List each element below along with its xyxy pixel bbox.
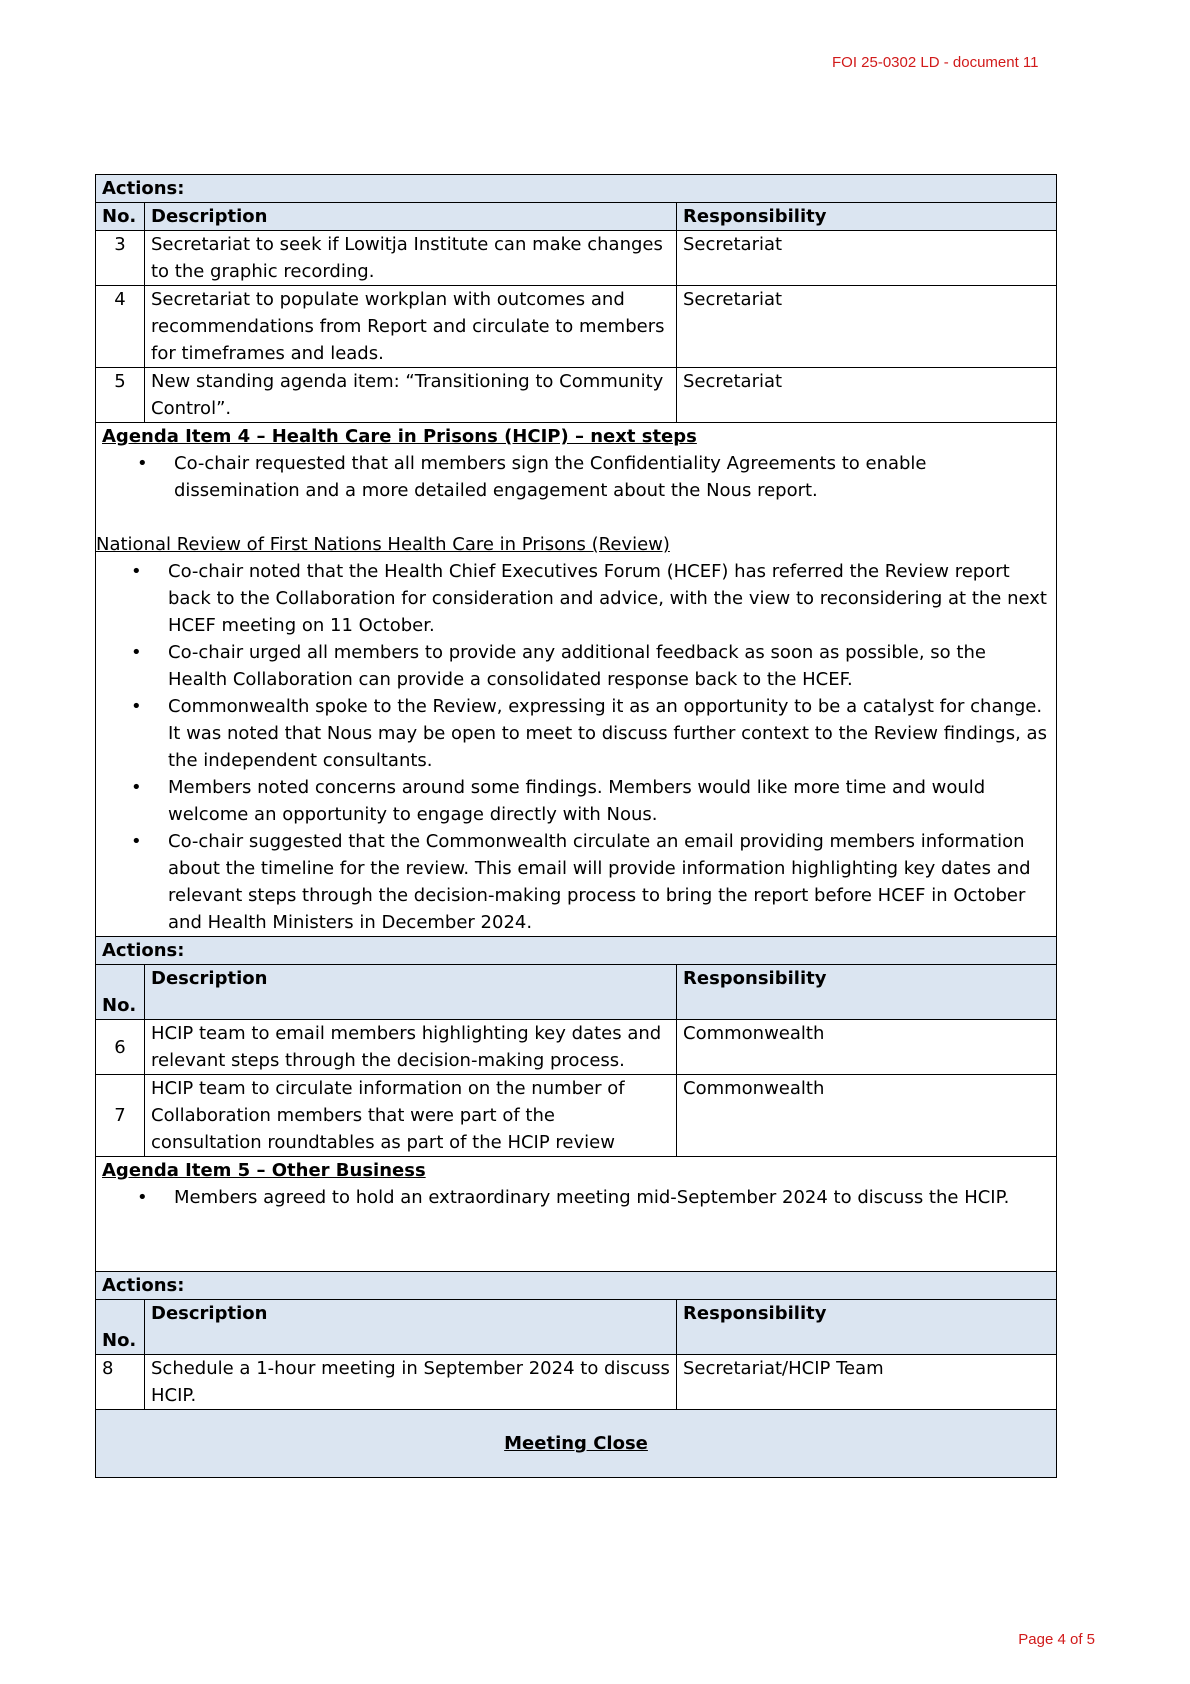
bullet-item: • Co-chair suggested that the Commonwealth circulate an email providing members information about the timeline for the review. This email will provide information highlighting key dates and relevant steps through the decision-making process to bring the report before HCEF in October and Health Ministers in December 2024. [168,828,1050,936]
agenda-item-4 [96,423,1057,937]
action-row [96,368,1057,423]
bullet-item: • Co-chair requested that all members sign the Confidentiality Agreements to enable dissemination and a more detailed engagement about the Nous report. [174,450,1050,504]
action-number: 3 [96,231,145,286]
action-responsibility: Commonwealth [677,1020,1057,1075]
review-heading: National Review of First Nations Health Care in Prisons (Review) [96,534,670,555]
review-bullet-list [102,558,1050,936]
agenda-item-row [96,423,1057,937]
action-number: 5 [96,368,145,423]
agenda-item-heading: Agenda Item 4 – Health Care in Prisons (HCIP) – next steps [102,426,697,447]
col-responsibility-header: Responsibility [677,203,1057,231]
bullet-item: • Members agreed to hold an extraordinary meeting mid-September 2024 to discuss the HCIP. [174,1184,1050,1211]
action-row [96,286,1057,368]
bullet-list [102,450,1050,504]
document-reference: FOI 25-0302 LD - document 11 [832,54,1039,71]
action-number: 7 [96,1075,145,1157]
action-number: 8 [96,1355,145,1410]
col-no-header: No. [96,965,145,1020]
action-responsibility: Secretariat/HCIP Team [677,1355,1057,1410]
action-responsibility: Secretariat [677,368,1057,423]
action-description: Secretariat to populate workplan with outcomes and recommendations from Report and circulate to members for timeframes and leads. [145,286,677,368]
action-responsibility: Commonwealth [677,1075,1057,1157]
action-row [96,1355,1057,1410]
column-header-row [96,1300,1057,1355]
col-description-header: Description [145,1300,677,1355]
action-number: 6 [96,1020,145,1075]
bullet-item: • Co-chair noted that the Health Chief Executives Forum (HCEF) has referred the Review report back to the Collaboration for consideration and advice, with the view to reconsidering at the next HCEF meeting on 11 October. [168,558,1050,639]
action-description: HCIP team to circulate information on the number of Collaboration members that were part of the consultation roundtables as part of the HCIP review [145,1075,677,1157]
action-row [96,1075,1057,1157]
bullet-list [102,1184,1050,1211]
col-responsibility-header: Responsibility [677,965,1057,1020]
meeting-close-cell [96,1410,1057,1478]
actions-header-row [96,1272,1057,1300]
action-description: Schedule a 1-hour meeting in September 2024 to discuss HCIP. [145,1355,677,1410]
agenda-item-5 [96,1157,1057,1272]
bullet-item: • Commonwealth spoke to the Review, expressing it as an opportunity to be a catalyst for change. It was noted that Nous may be open to meet to discuss further context to the Review findings, as the independent consultants. [168,693,1050,774]
action-number: 4 [96,286,145,368]
action-description: HCIP team to email members highlighting key dates and relevant steps through the decision-making process. [145,1020,677,1075]
actions-header-row [96,937,1057,965]
action-responsibility: Secretariat [677,231,1057,286]
agenda-item-heading: Agenda Item 5 – Other Business [102,1160,426,1181]
action-description: New standing agenda item: “Transitioning to Community Control”. [145,368,677,423]
column-header-row [96,965,1057,1020]
minutes-table [95,174,1057,1478]
action-row [96,231,1057,286]
agenda-item-row [96,1157,1057,1272]
col-no-header: No. [96,203,145,231]
page-number: Page 4 of 5 [1018,1631,1095,1648]
meeting-close: Meeting Close [504,1433,648,1454]
action-description: Secretariat to seek if Lowitja Institute can make changes to the graphic recording. [145,231,677,286]
actions-label: Actions: [96,175,1057,203]
bullet-item: • Co-chair urged all members to provide any additional feedback as soon as possible, so the Health Collaboration can provide a consolidated response back to the HCEF. [168,639,1050,693]
action-responsibility: Secretariat [677,286,1057,368]
col-no-header: No. [96,1300,145,1355]
col-responsibility-header: Responsibility [677,1300,1057,1355]
column-header-row [96,203,1057,231]
actions-label: Actions: [96,937,1057,965]
actions-label: Actions: [96,1272,1057,1300]
col-description-header: Description [145,203,677,231]
actions-header-row [96,175,1057,203]
bullet-item: • Members noted concerns around some findings. Members would like more time and would welcome an opportunity to engage directly with Nous. [168,774,1050,828]
meeting-close-row [96,1410,1057,1478]
action-row [96,1020,1057,1075]
col-description-header: Description [145,965,677,1020]
